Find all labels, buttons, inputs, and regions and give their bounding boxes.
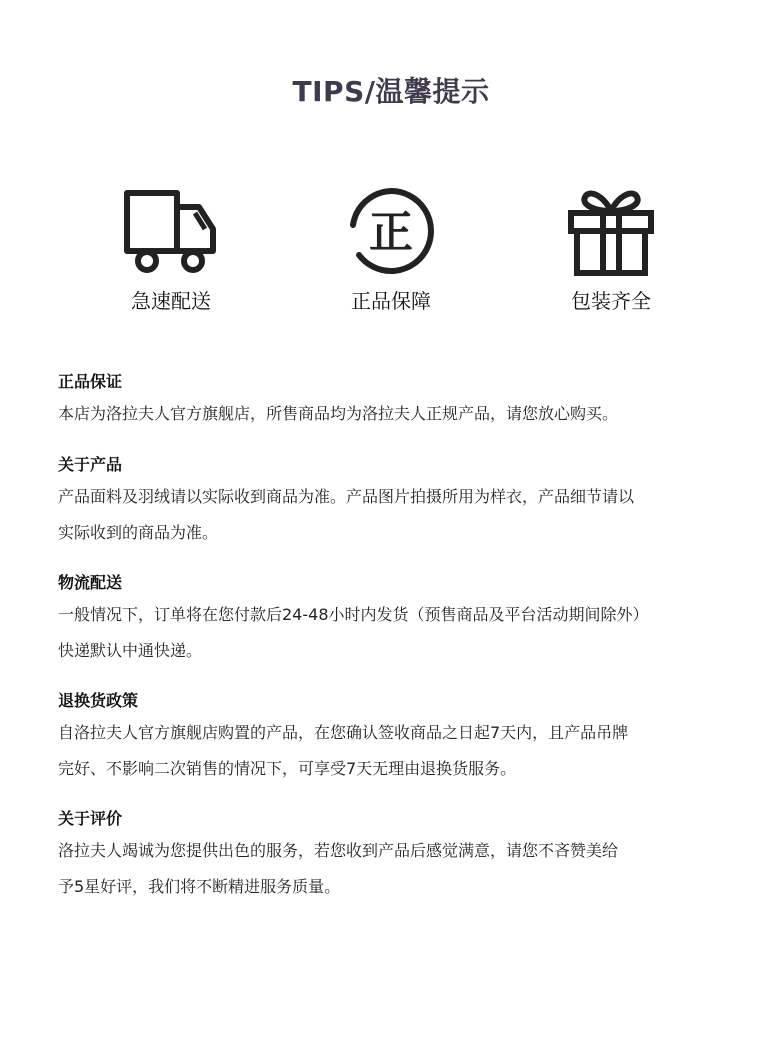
- section-line: 快递默认中通快递。: [58, 641, 203, 660]
- section-body: [58, 597, 738, 669]
- section-heading: 物流配送: [58, 573, 123, 592]
- section-line: 自洛拉夫人官方旗舰店购置的产品，在您确认签收商品之日起7天内，且产品吊牌: [58, 723, 629, 742]
- section-about-product: [58, 451, 738, 551]
- section-heading: 关于评价: [58, 809, 123, 828]
- section-line: 实际收到的商品为准。: [58, 523, 219, 542]
- section-line: 完好、不影响二次销售的情况下，可享受7天无理由退换货服务。: [58, 759, 517, 778]
- section-line: 洛拉夫人竭诚为您提供出色的服务，若您收到产品后感觉满意，请您不吝赞美给: [58, 841, 619, 860]
- feature-packaging: [521, 185, 701, 314]
- section-authentic-guarantee: [58, 368, 738, 432]
- section-line: 本店为洛拉夫人官方旗舰店，所售商品均为洛拉夫人正规产品，请您放心购买。: [58, 404, 619, 423]
- section-body: [58, 715, 738, 787]
- feature-authentic: [301, 185, 481, 314]
- feature-label: 包装齐全: [571, 289, 651, 313]
- section-about-review: [58, 805, 738, 905]
- gift-box-icon: [565, 185, 657, 277]
- section-body: [58, 833, 738, 905]
- section-body: [58, 479, 738, 551]
- section-line: 产品面料及羽绒请以实际收到商品为准。产品图片拍摄所用为样衣，产品细节请以: [58, 487, 635, 506]
- section-line: 一般情况下，订单将在您付款后24-48小时内发货（预售商品及平台活动期间除外）: [58, 605, 649, 624]
- feature-label: 正品保障: [351, 289, 431, 313]
- section-logistics: [58, 569, 738, 669]
- seal-character: 正: [369, 207, 413, 258]
- section-heading: 正品保证: [58, 372, 123, 391]
- section-body: [58, 396, 738, 432]
- section-heading: 退换货政策: [58, 691, 139, 710]
- section-return-policy: [58, 687, 738, 787]
- feature-fast-delivery: [81, 185, 261, 314]
- section-line: 予5星好评，我们将不断精进服务质量。: [58, 877, 341, 896]
- delivery-truck-icon: [121, 185, 221, 277]
- feature-label: 急速配送: [131, 289, 211, 313]
- section-heading: 关于产品: [58, 455, 123, 474]
- authentic-seal-icon: [345, 185, 437, 277]
- page-title: TIPS/温馨提示: [292, 75, 490, 108]
